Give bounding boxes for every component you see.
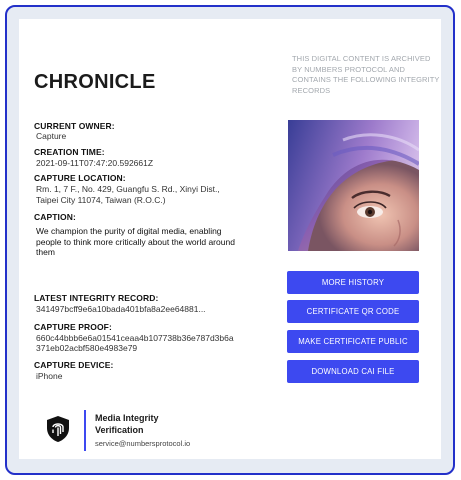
certificate-card xyxy=(19,19,441,459)
caption-value: We champion the purity of digital media, enabling people to think more critically about the world around them xyxy=(36,226,235,257)
certificate-frame xyxy=(5,5,455,475)
capture-proof-line-1: 660c44bbb6e6a01541ceaa4b107738b36e787d3b6a xyxy=(36,333,234,343)
badge-title: Media Integrity Verification xyxy=(95,413,159,435)
more-history-button[interactable]: MORE HISTORY xyxy=(287,271,419,294)
owner-value: Capture xyxy=(36,131,67,141)
badge-email[interactable]: service@numbersprotocol.io xyxy=(95,439,191,448)
capture-proof-line-2: 371eb02acbf580e4983e79 xyxy=(36,343,138,353)
archived-note: THIS DIGITAL CONTENT IS ARCHIVED BY NUMBERS PROTOCOL AND CONTAINS THE FOLLOWING INTEGRITY RECORDS xyxy=(292,54,440,95)
integrity-record-value: 341497bcff9e6a10bada401bfa8a2ee64881... xyxy=(36,304,206,314)
capture-location-line-1: Rm. 1, 7 F., No. 429, Guangfu S. Rd., Xinyi Dist., xyxy=(36,184,220,194)
fingerprint-shield-icon xyxy=(46,415,70,443)
certificate-qr-code-button[interactable]: CERTIFICATE QR CODE xyxy=(287,300,419,323)
capture-device-value: iPhone xyxy=(36,371,63,381)
page-title: CHRONICLE xyxy=(34,71,156,93)
capture-proof-label: CAPTURE PROOF: xyxy=(34,322,112,332)
owner-label: CURRENT OWNER: xyxy=(34,121,115,131)
caption-label: CAPTION: xyxy=(34,212,76,222)
download-cai-file-button[interactable]: DOWNLOAD CAI FILE xyxy=(287,360,419,383)
capture-location-line-2: Taipei City 11074, Taiwan (R.O.C.) xyxy=(36,195,166,205)
portrait-image xyxy=(288,120,419,251)
capture-location-label: CAPTURE LOCATION: xyxy=(34,173,126,183)
capture-device-label: CAPTURE DEVICE: xyxy=(34,360,114,370)
make-certificate-public-button[interactable]: MAKE CERTIFICATE PUBLIC xyxy=(287,330,419,353)
integrity-record-label: LATEST INTEGRITY RECORD: xyxy=(34,293,159,303)
creation-time-value: 2021-09-11T07:47:20.592661Z xyxy=(36,158,154,168)
captured-photo xyxy=(288,120,419,251)
creation-time-label: CREATION TIME: xyxy=(34,147,105,157)
badge-divider xyxy=(84,410,86,451)
